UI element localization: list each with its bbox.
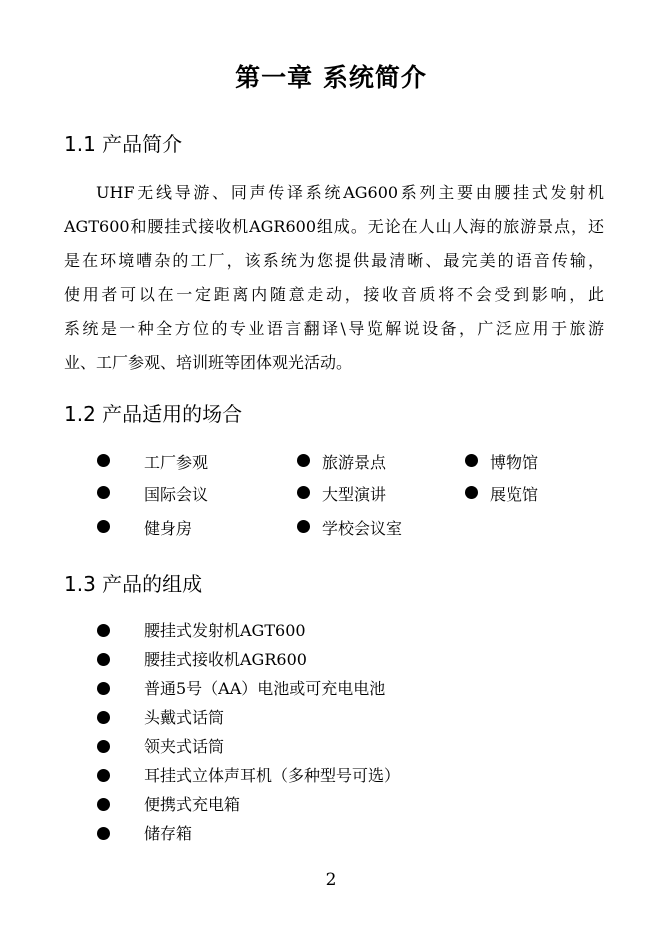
bullet-icon [97,827,110,840]
list-item [0,761,662,790]
list-item-label: 展览馆 [490,484,539,504]
intro-paragraph [64,176,604,380]
list-item [297,512,402,544]
section-heading-intro: 1.1 产品简介 [64,132,183,156]
section-heading-applications: 1.2 产品适用的场合 [64,402,243,426]
list-item [297,478,386,510]
list-item [0,674,662,703]
list-item-label: 健身房 [144,518,193,538]
list-item [97,446,208,478]
list-item [0,790,662,819]
list-item [0,645,662,674]
chapter-title: 第一章 系统简介 [235,63,427,92]
list-item [297,446,386,478]
intro-line: UHF无线导游、同声传译系统AG600系列主要由腰挂式发射机 [96,183,604,202]
list-item [0,616,662,645]
applications-list [0,446,662,550]
list-item [465,446,538,478]
list-item-label: 耳挂式立体声耳机（多种型号可选） [144,766,401,785]
list-item-label: 大型演讲 [322,484,387,504]
list-item-label: 便携式充电箱 [144,795,241,814]
intro-line: AGT600和腰挂式接收机AGR600组成。无论在人山人海的旅游景点，还 [64,217,604,236]
bullet-icon [297,486,310,499]
list-item [0,819,662,848]
page-number: 2 [325,870,337,890]
intro-line: 业、工厂参观、培训班等团体观光活动。 [64,353,353,372]
bullet-icon [465,486,478,499]
bullet-icon [97,711,110,724]
list-item [0,732,662,761]
list-item-label: 工厂参观 [144,452,209,472]
intro-line: 系统是一种全方位的专业语言翻译\导览解说设备，广泛应用于旅游 [64,319,604,338]
intro-line: 使用者可以在一定距离内随意走动，接收音质将不会受到影响，此 [64,285,604,304]
list-item-label: 腰挂式发射机AGT600 [144,621,306,640]
section-heading-components: 1.3 产品的组成 [64,572,203,596]
intro-line: 是在环境嘈杂的工厂，该系统为您提供最清晰、最完美的语音传输， [64,251,604,270]
list-item-label: 旅游景点 [322,452,387,472]
bullet-icon [97,740,110,753]
list-item-label: 头戴式话筒 [144,708,225,727]
bullet-icon [97,520,110,533]
list-item [0,703,662,732]
list-item [465,478,538,510]
bullet-icon [97,798,110,811]
list-item-label: 腰挂式接收机AGR600 [144,650,307,669]
list-item-label: 学校会议室 [322,518,403,538]
list-item [97,478,208,510]
list-item-label: 储存箱 [144,824,193,843]
bullet-icon [97,454,110,467]
bullet-icon [97,653,110,666]
bullet-icon [297,520,310,533]
bullet-icon [97,624,110,637]
bullet-icon [97,486,110,499]
list-item [97,512,192,544]
list-item-label: 国际会议 [144,484,209,504]
bullet-icon [97,769,110,782]
bullet-icon [97,682,110,695]
list-item-label: 博物馆 [490,452,539,472]
bullet-icon [297,454,310,467]
list-item-label: 普通5号（AA）电池或可充电电池 [144,679,386,698]
components-list [0,616,662,848]
bullet-icon [465,454,478,467]
list-item-label: 领夹式话筒 [144,737,225,756]
